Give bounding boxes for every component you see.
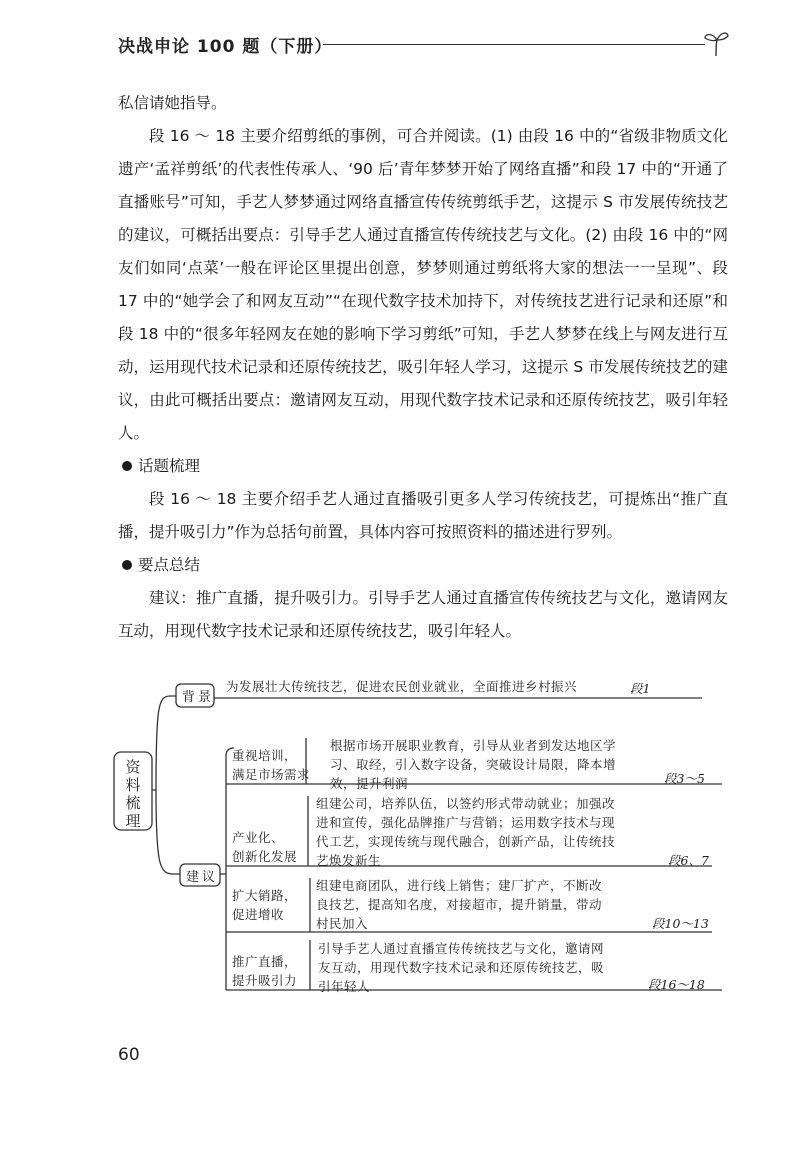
root-char: 资 xyxy=(125,758,141,776)
paragraph-topic: 段 16 ～ 18 主要介绍手艺人通过直播吸引更多人学习传统技艺，可提炼出“推广直播，提升吸引力”作为总括句前置，具体内容可按照资料的描述进行罗列。 xyxy=(118,490,728,541)
branch-ref: 段10～13 xyxy=(652,916,709,931)
branch-detail: 组建电商团队，进行线上销售；建厂扩产，不断改 良技艺，提高知名度，对接超市，提升销量，带动 村民加入 xyxy=(316,878,603,931)
paragraph-summary: 建议：推广直播，提升吸引力。引导手艺人通过直播宣传传统技艺与文化，邀请网友互动，用现代数字技术记录和还原传统技艺，吸引年轻人。 xyxy=(118,589,728,640)
material-mind-map xyxy=(108,668,728,998)
branch-detail: 组建公司，培养队伍，以签约形式带动就业；加强改 进和宣传，强化品牌推广与营销；运用数字技术与现 代工艺，实现传统与现代融合，创新产品，让传统技 艺焕发新生 xyxy=(316,796,616,868)
branch-topic: 推广直播， 提升吸引力 xyxy=(232,954,298,988)
book-title: 决战申论 100 题（下册） xyxy=(118,37,333,57)
bullet-icon xyxy=(122,461,132,471)
root-char: 料 xyxy=(125,776,141,794)
body-text xyxy=(118,87,728,648)
branch-topic: 重视培训， 满足市场需求 xyxy=(232,748,311,782)
branch-detail: 引导手艺人通过直播宣传传统技艺与文化，邀请网 友互动，用现代数字技术记录和还原传统技艺，吸 引年轻人 xyxy=(318,941,605,994)
branch-topic: 扩大销路， 促进增收 xyxy=(232,888,298,922)
suggestion-label: 建议 xyxy=(186,870,219,885)
branch-ref: 段3～5 xyxy=(664,771,705,786)
page-number: 60 xyxy=(118,1045,140,1065)
background-label: 背景 xyxy=(182,690,215,705)
header-rule xyxy=(323,44,705,45)
sprout-icon xyxy=(702,28,730,58)
root-char: 理 xyxy=(125,812,141,830)
section-heading-summary: 要点总结 xyxy=(118,549,728,582)
background-ref: 段1 xyxy=(630,681,651,696)
paragraph-continuation: 私信请她指导。 xyxy=(118,94,227,112)
branch-topic: 产业化、 创新化发展 xyxy=(232,830,298,864)
running-header xyxy=(118,28,728,68)
section-heading-topic: 话题梳理 xyxy=(118,450,728,483)
branch-ref: 段16～18 xyxy=(648,977,705,992)
branch-ref: 段6、7 xyxy=(668,853,709,868)
root-char: 梳 xyxy=(125,794,141,812)
bullet-icon xyxy=(122,560,132,570)
branch-detail: 根据市场开展职业教育，引导从业者到发达地区学 习、取经，引入数字设备，突破设计局限，降本增 效，提升利润 xyxy=(330,738,617,791)
paragraph-analysis: 段 16 ～ 18 主要介绍剪纸的事例，可合并阅读。(1) 由段 16 中的“省级非物质文化遗产‘孟祥剪纸’的代表性传承人、‘90 后’青年梦梦开始了网络直播”和段 17 中的“开通了直播账号”可知，手艺人梦梦通过网络直播宣传传统剪纸手艺，这提示 S 市发展传统技艺的建议，可概括出要点：引导手艺人通过直播宣传传统技艺与文化。(2) 由段 16 中的“网友们如同‘点菜’一般在评论区里提出创意，梦梦则通过剪纸将大家的想法一一呈现”、段 17 中的“她学会了和网友互动”“在现代数字技术加持下，对传统技艺进行记录和还原”和段 18 中的“很多年轻网友在她的影响下学习剪纸”可知，手艺人梦梦在线上与网友进行互动，运用现代技术记录和还原传统技艺，吸引年轻人学习，这提示 S 市发展传统技艺的建议，由此可概括出要点：邀请网友互动，用现代数字技术记录和还原传统技艺，吸引年轻人。 xyxy=(118,127,728,442)
background-text: 为发展壮大传统技艺，促进农民创业就业，全面推进乡村振兴 xyxy=(226,679,578,694)
